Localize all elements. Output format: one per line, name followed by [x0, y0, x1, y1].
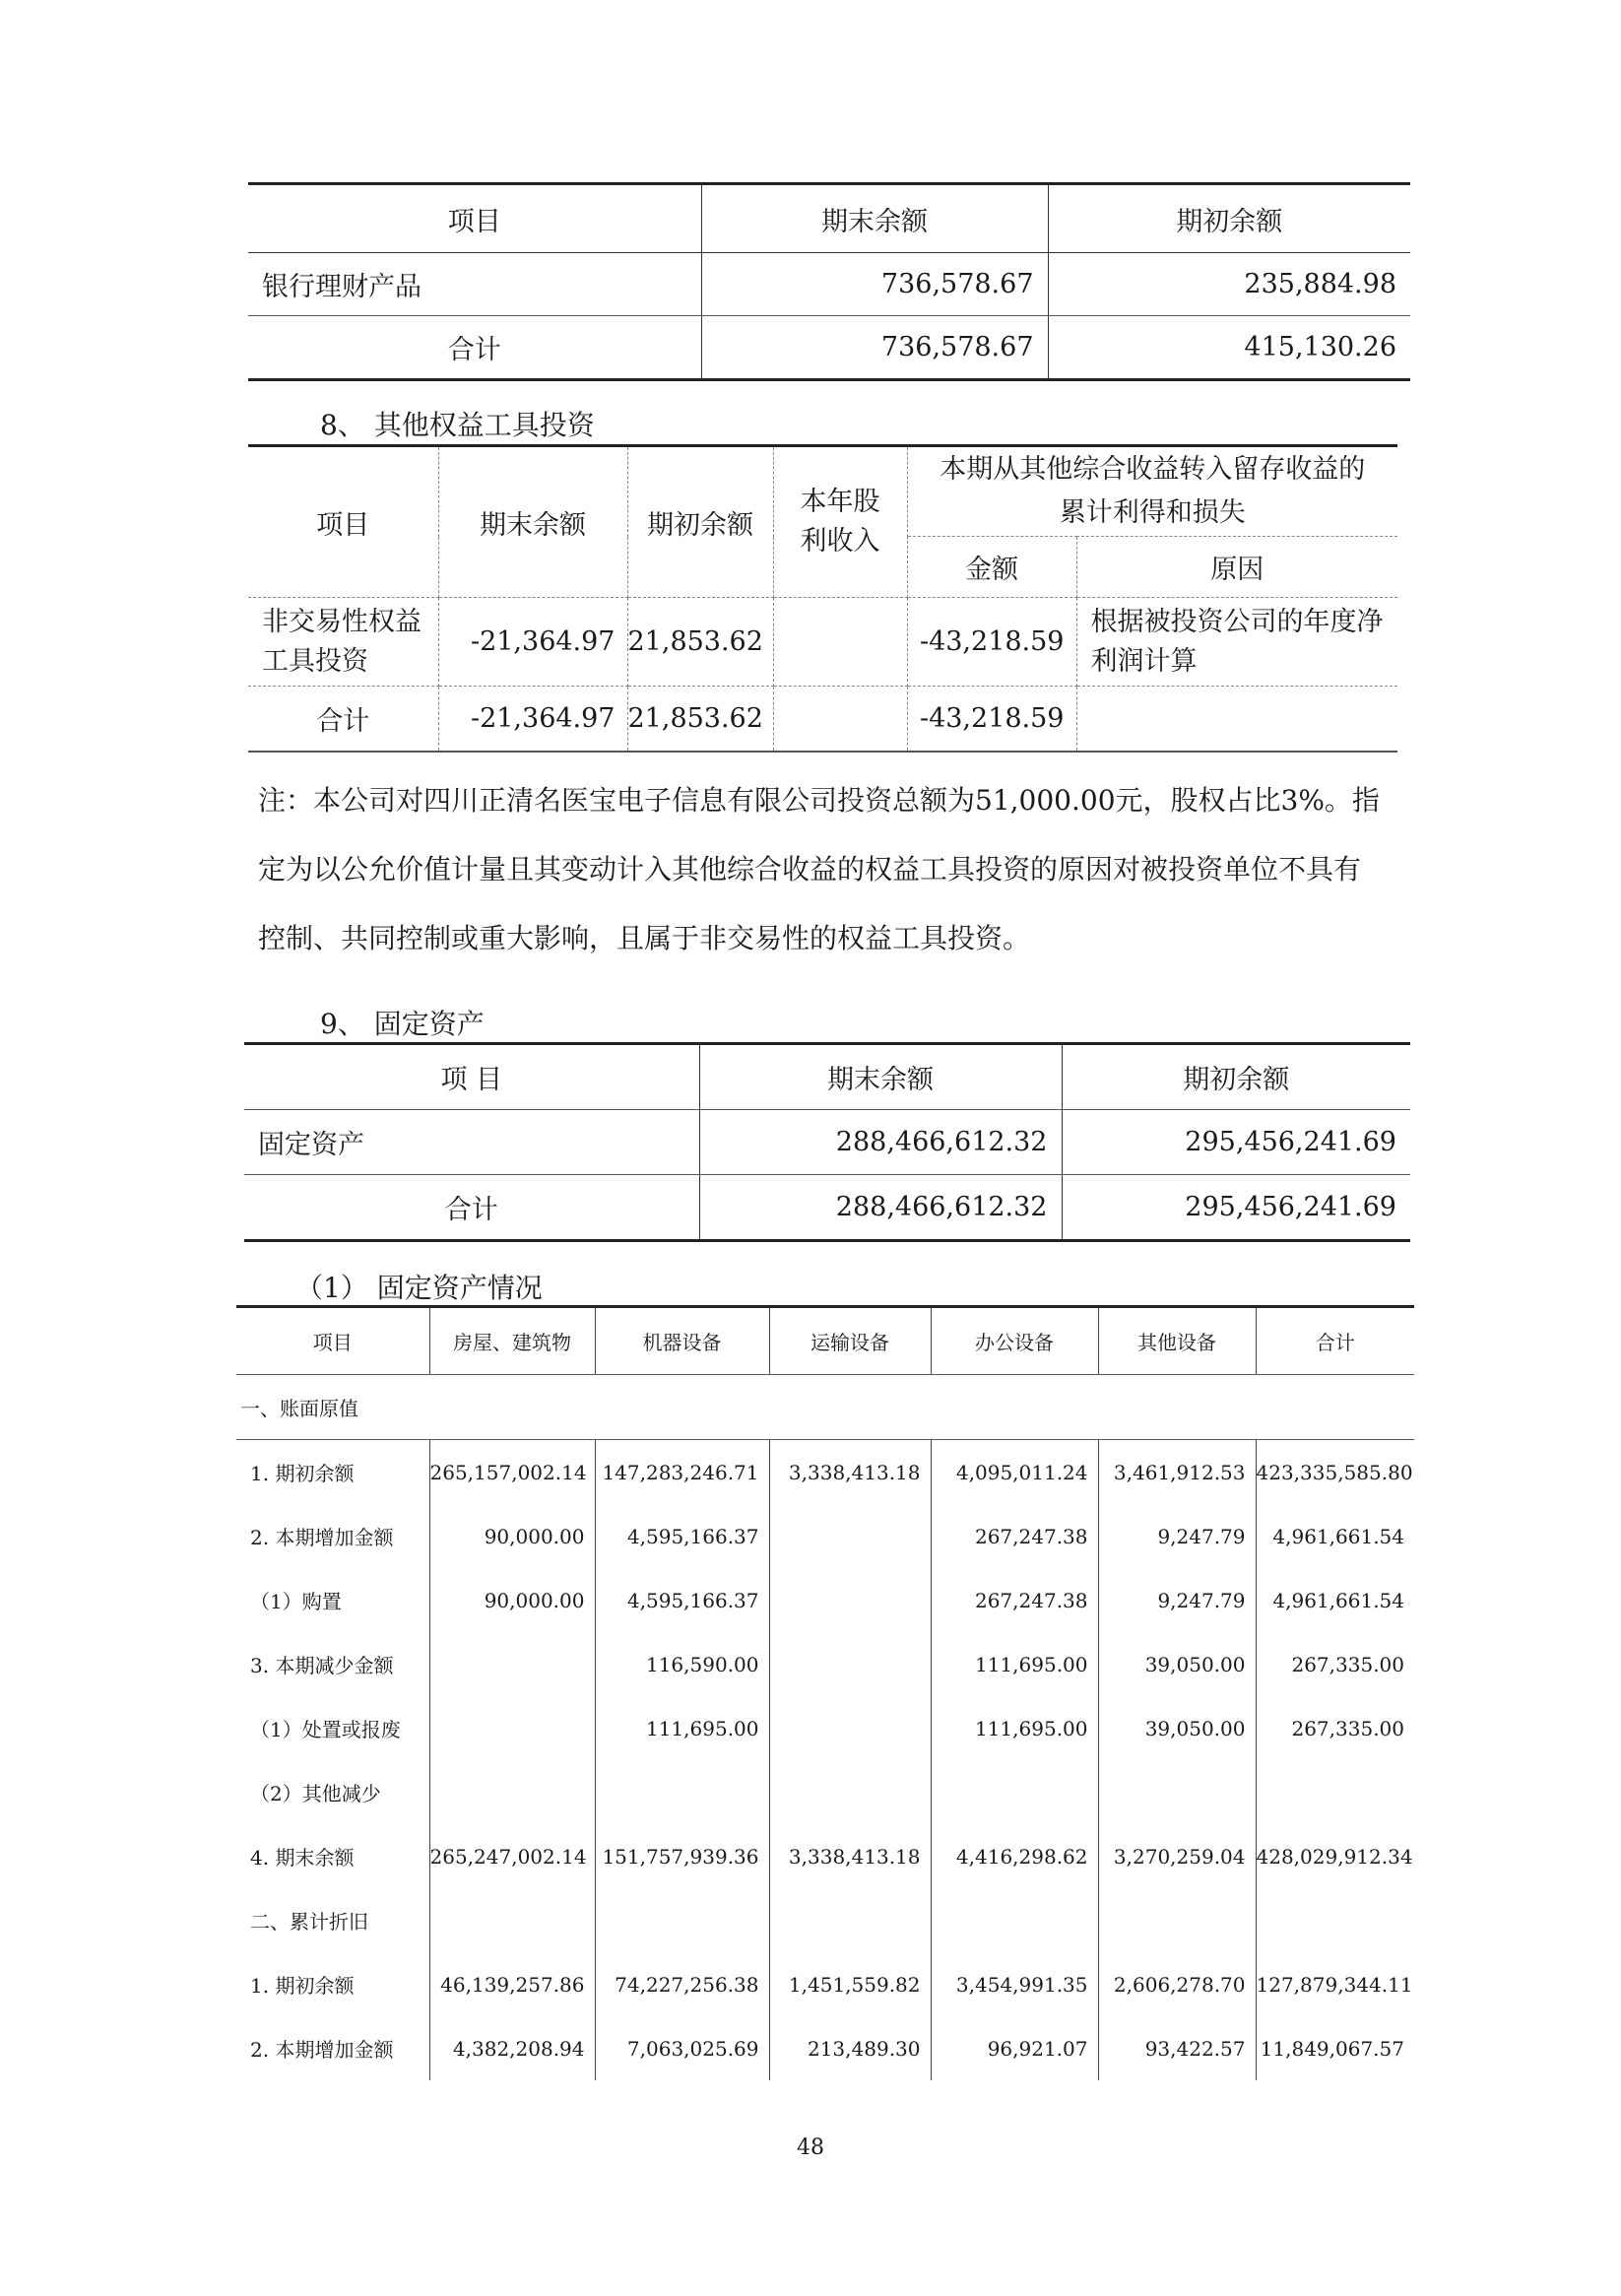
row-end-balance: 736,578.67: [701, 253, 1048, 316]
row-value: 9,247.79: [1098, 1504, 1256, 1568]
row-value: 3,338,413.18: [769, 1440, 931, 1505]
table-row: [236, 1504, 1414, 1568]
row-label: 2. 本期增加金额: [250, 2038, 394, 2062]
row-begin-balance: 235,884.98: [1048, 253, 1410, 316]
row-value: 11,849,067.57: [1256, 2016, 1414, 2080]
row-value: 111,695.00: [931, 1696, 1098, 1760]
table-header-row: [248, 184, 1410, 253]
row-value: [1098, 1375, 1256, 1440]
header-other: 其他设备: [1098, 1307, 1256, 1375]
total-label: 合计: [447, 335, 501, 365]
row-value: 111,695.00: [931, 1632, 1098, 1696]
row-label: （1）处置或报废: [250, 1718, 401, 1741]
table-row: [244, 1110, 1410, 1175]
row-end-balance: -21,364.97: [438, 598, 627, 687]
row-value: [931, 1888, 1098, 1952]
row-item: 非交易性权益工具投资: [248, 598, 438, 687]
row-value: 267,247.38: [931, 1504, 1098, 1568]
row-value: [595, 1760, 769, 1824]
header-item: 项目: [248, 184, 701, 253]
row-value: [769, 1504, 931, 1568]
row-value: 9,247.79: [1098, 1568, 1256, 1632]
total-dividend: [773, 687, 907, 752]
total-row: [248, 687, 1397, 752]
row-value: [429, 1760, 595, 1824]
table-header-row: [236, 1307, 1414, 1375]
row-value: 4,416,298.62: [931, 1824, 1098, 1888]
row-label: （2）其他减少: [250, 1782, 381, 1805]
total-end-balance: -21,364.97: [438, 687, 627, 752]
table-row: [236, 1824, 1414, 1888]
section-title-9: 9、 固定资产: [320, 1008, 485, 1040]
row-value: 93,422.57: [1098, 2016, 1256, 2080]
row-value: 265,247,002.14: [429, 1824, 595, 1888]
table-row: [236, 1632, 1414, 1696]
equity-investment-table: [248, 444, 1397, 753]
row-begin-balance: 295,456,241.69: [1062, 1110, 1410, 1175]
row-value: 213,489.30: [769, 2016, 931, 2080]
row-amount: -43,218.59: [907, 598, 1076, 687]
row-value: 3,461,912.53: [1098, 1440, 1256, 1505]
page-number: 48: [797, 2135, 824, 2160]
header-begin-balance: 期初余额: [1062, 1044, 1410, 1110]
row-label: （1）购置: [250, 1590, 342, 1613]
row-value: [1098, 1888, 1256, 1952]
fixed-assets-summary-table: [244, 1042, 1410, 1242]
header-end-balance: 期末余额: [701, 184, 1048, 253]
row-value: 1,451,559.82: [769, 1952, 931, 2016]
total-begin-balance: 415,130.26: [1048, 316, 1410, 380]
row-value: 4,961,661.54: [1256, 1568, 1414, 1632]
row-value: 3,270,259.04: [1098, 1824, 1256, 1888]
row-label: 2. 本期增加金额: [250, 1526, 394, 1549]
note-paragraph: [258, 766, 1410, 973]
row-label: 3. 本期减少金额: [250, 1654, 394, 1677]
row-value: 46,139,257.86: [429, 1952, 595, 2016]
total-reason: [1076, 687, 1397, 752]
total-label: 合计: [444, 1195, 498, 1225]
row-value: 39,050.00: [1098, 1632, 1256, 1696]
table-row: [248, 253, 1410, 316]
header-transfer: 本期从其他综合收益转入留存收益的累计利得和损失: [907, 446, 1397, 537]
header-buildings: 房屋、建筑物: [429, 1307, 595, 1375]
header-reason: 原因: [1076, 537, 1397, 598]
header-begin-balance: 期初余额: [627, 446, 773, 598]
total-label: 合计: [248, 687, 438, 752]
total-begin-balance: 295,456,241.69: [1062, 1175, 1410, 1241]
row-value: [769, 1568, 931, 1632]
row-value: 423,335,585.80: [1256, 1440, 1414, 1505]
total-row: [248, 316, 1410, 380]
row-value: 4,595,166.37: [595, 1504, 769, 1568]
row-label: 一、账面原值: [236, 1375, 429, 1440]
table-row: [236, 1952, 1414, 2016]
row-value: 267,335.00: [1256, 1696, 1414, 1760]
row-value: 4,595,166.37: [595, 1568, 769, 1632]
row-value: [769, 1696, 931, 1760]
row-label: 4. 期末余额: [250, 1846, 355, 1870]
section-title-8: 8、 其他权益工具投资: [320, 409, 595, 441]
fixed-assets-detail-table: [236, 1305, 1414, 2080]
row-item: 银行理财产品: [248, 253, 701, 316]
row-value: 4,095,011.24: [931, 1440, 1098, 1505]
table-row: [236, 1375, 1414, 1440]
table-header-row: [244, 1044, 1410, 1110]
table-row: [236, 1568, 1414, 1632]
row-value: 116,590.00: [595, 1632, 769, 1696]
row-value: 4,382,208.94: [429, 2016, 595, 2080]
row-value: 265,157,002.14: [429, 1440, 595, 1505]
header-dividend-income: 本年股利收入: [773, 446, 907, 598]
total-begin-balance: 21,853.62: [627, 687, 773, 752]
note-line: 定为以公允价值计量且其变动计入其他综合收益的权益工具投资的原因对被投资单位不具有: [258, 853, 1362, 886]
header-item: 项 目: [244, 1044, 699, 1110]
row-value: 151,757,939.36: [595, 1824, 769, 1888]
row-value: [429, 1696, 595, 1760]
header-machinery: 机器设备: [595, 1307, 769, 1375]
header-amount: 金额: [907, 537, 1076, 598]
row-value: 3,454,991.35: [931, 1952, 1098, 2016]
table-row: [248, 598, 1397, 687]
total-end-balance: 736,578.67: [701, 316, 1048, 380]
row-value: [429, 1632, 595, 1696]
row-value: [595, 1888, 769, 1952]
row-value: 4,961,661.54: [1256, 1504, 1414, 1568]
row-label: 1. 期初余额: [250, 1974, 355, 1998]
header-end-balance: 期末余额: [699, 1044, 1062, 1110]
row-value: 267,247.38: [931, 1568, 1098, 1632]
row-value: 147,283,246.71: [595, 1440, 769, 1505]
header-item: 项目: [236, 1307, 429, 1375]
table-body: [236, 1375, 1414, 2081]
total-amount: -43,218.59: [907, 687, 1076, 752]
total-row: [244, 1175, 1410, 1241]
row-value: [769, 1760, 931, 1824]
header-total: 合计: [1256, 1307, 1414, 1375]
row-value: 127,879,344.11: [1256, 1952, 1414, 2016]
row-value: [1098, 1760, 1256, 1824]
total-end-balance: 288,466,612.32: [699, 1175, 1062, 1241]
financial-products-table: [248, 182, 1410, 381]
row-label: 二、累计折旧: [250, 1910, 368, 1934]
header-begin-balance: 期初余额: [1048, 184, 1410, 253]
row-value: 39,050.00: [1098, 1696, 1256, 1760]
row-value: 90,000.00: [429, 1504, 595, 1568]
note-line: 注：本公司对四川正清名医宝电子信息有限公司投资总额为51,000.00元，股权占比3%。指: [258, 784, 1380, 817]
row-value: [429, 1888, 595, 1952]
row-item: 固定资产: [244, 1110, 699, 1175]
row-value: 2,606,278.70: [1098, 1952, 1256, 2016]
row-reason: 根据被投资公司的年度净利润计算: [1076, 598, 1397, 687]
row-value: [429, 1375, 595, 1440]
note-line: 控制、共同控制或重大影响，且属于非交易性的权益工具投资。: [258, 922, 1031, 954]
row-value: 267,335.00: [1256, 1632, 1414, 1696]
row-value: 111,695.00: [595, 1696, 769, 1760]
table-row: [236, 1696, 1414, 1760]
row-value: 7,063,025.69: [595, 2016, 769, 2080]
table-row: [236, 2016, 1414, 2080]
row-value: [769, 1375, 931, 1440]
header-item: 项目: [248, 446, 438, 598]
row-value: [769, 1632, 931, 1696]
row-value: [595, 1375, 769, 1440]
subsection-title-1: （1） 固定资产情况: [295, 1272, 543, 1304]
row-label: 1. 期初余额: [250, 1462, 355, 1485]
table-row: [236, 1760, 1414, 1824]
row-value: [931, 1375, 1098, 1440]
row-value: [931, 1760, 1098, 1824]
header-end-balance: 期末余额: [438, 446, 627, 598]
row-value: [769, 1888, 931, 1952]
row-value: 90,000.00: [429, 1568, 595, 1632]
header-transport: 运输设备: [769, 1307, 931, 1375]
row-value: 74,227,256.38: [595, 1952, 769, 2016]
table-row: [236, 1888, 1414, 1952]
row-dividend: [773, 598, 907, 687]
row-value: [1256, 1375, 1414, 1440]
row-value: [1256, 1760, 1414, 1824]
row-value: 96,921.07: [931, 2016, 1098, 2080]
row-value: 3,338,413.18: [769, 1824, 931, 1888]
header-office: 办公设备: [931, 1307, 1098, 1375]
table-row: [236, 1440, 1414, 1505]
row-value: 428,029,912.34: [1256, 1824, 1414, 1888]
row-value: [1256, 1888, 1414, 1952]
table-header-row: [248, 446, 1397, 537]
row-end-balance: 288,466,612.32: [699, 1110, 1062, 1175]
row-begin-balance: 21,853.62: [627, 598, 773, 687]
